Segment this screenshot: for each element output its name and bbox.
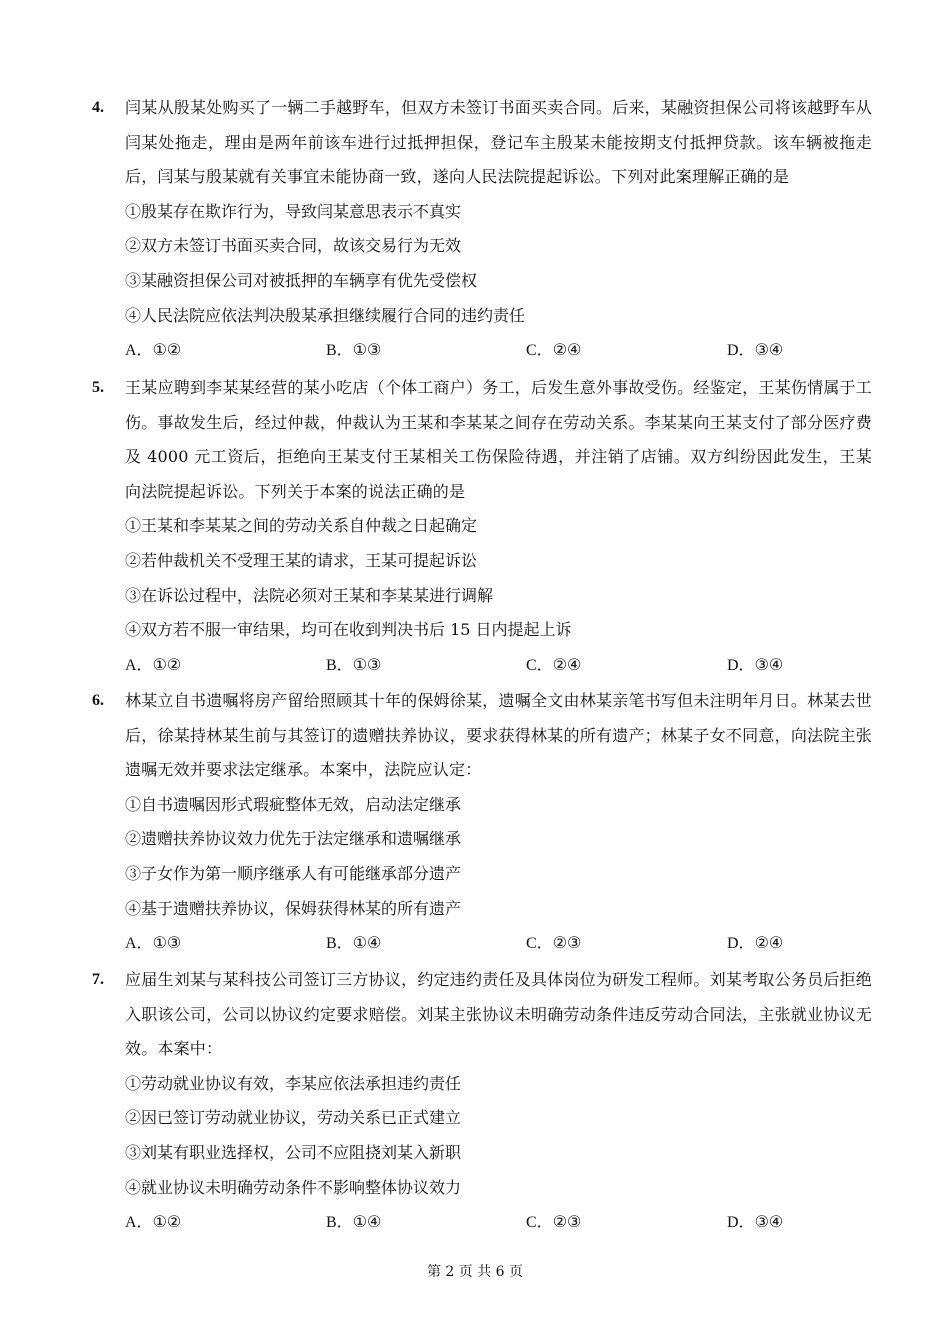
statement-4: ④人民法院应依法判决殷某承担继续履行合同的违约责任: [125, 305, 526, 325]
question-stem: 林某立自书遗嘱将房产留给照顾其十年的保姆徐某，遗嘱全文由林某亲笔书写但未注明年月日。林某去世后，徐某持林某生前与其签订的遗赠扶养协议，要求获得林某的所有遗产；林某子女不同意，向法院主张遗嘱无效并要求法定继承。本案中，法院应认定：: [125, 691, 872, 780]
option-key: C．: [526, 656, 553, 674]
question-number: 6.: [92, 692, 104, 709]
statement-4: ④双方若不服一审结果，均可在收到判决书后 15 日内提起上诉: [125, 620, 572, 640]
option-text: ①④: [352, 1212, 382, 1232]
option-key: A．: [125, 1214, 153, 1232]
statement-2: ②遗赠扶养协议效力优先于法定继承和遗嘱继承: [125, 829, 462, 849]
statement-3: ③在诉讼过程中，法院必须对王某和李某某进行调解: [125, 585, 494, 605]
question-7: [92, 963, 872, 1240]
statement-3: ③子女作为第一顺序继承人有可能继承部分遗产: [125, 863, 462, 883]
option-text: ①④: [352, 933, 382, 953]
option-d[interactable]: [727, 926, 783, 962]
option-text: ①③: [352, 654, 382, 674]
option-text: ②③: [552, 1212, 582, 1232]
option-key: A．: [125, 935, 153, 953]
option-c[interactable]: [526, 926, 581, 962]
option-key: D．: [727, 935, 755, 953]
option-d[interactable]: [727, 648, 783, 684]
question-4: [92, 91, 872, 368]
question-stem: 闫某从殷某处购买了一辆二手越野车，但双方未签订书面买卖合同。后来，某融资担保公司将该越野车从闫某处拖走，理由是两年前该车进行过抵押担保，登记车主殷某未能按期支付抵押贷款。该车辆被拖走后，闫某与殷某就有关事宜未能协商一致，遂向人民法院提起诉讼。下列对此案理解正确的是: [125, 98, 872, 187]
option-d[interactable]: [727, 333, 783, 369]
option-key: A．: [125, 656, 153, 674]
option-key: B．: [326, 656, 353, 674]
option-text: ②④: [552, 340, 582, 360]
answer-options: [125, 648, 872, 683]
question-number: 4.: [92, 99, 104, 116]
option-b[interactable]: [326, 926, 381, 962]
statement-1: ①殷某存在欺诈行为，导致闫某意思表示不真实: [125, 201, 462, 221]
option-key: B．: [326, 935, 353, 953]
statement-3: ③刘某有职业选择权，公司不应阻挠刘某入新职: [125, 1142, 462, 1162]
option-text: ②④: [552, 654, 582, 674]
option-key: D．: [727, 342, 755, 360]
question-6: [92, 684, 872, 961]
option-c[interactable]: [526, 333, 581, 369]
option-a[interactable]: [125, 648, 181, 684]
statement-1: ①王某和李某某之间的劳动关系自仲裁之日起确定: [125, 516, 478, 536]
answer-options: [125, 926, 872, 961]
question-5: [92, 371, 872, 682]
option-a[interactable]: [125, 1205, 181, 1241]
option-key: B．: [326, 1214, 353, 1232]
option-a[interactable]: [125, 926, 181, 962]
option-c[interactable]: [526, 1205, 581, 1241]
option-key: D．: [727, 656, 755, 674]
statement-4: ④基于遗赠扶养协议，保姆获得林某的所有遗产: [125, 898, 462, 918]
option-b[interactable]: [326, 648, 381, 684]
option-text: ③④: [754, 1212, 784, 1232]
answer-options: [125, 333, 872, 368]
option-text: ①②: [152, 340, 182, 360]
option-c[interactable]: [526, 648, 581, 684]
option-key: A．: [125, 342, 153, 360]
option-b[interactable]: [326, 333, 381, 369]
option-text: ②③: [552, 933, 582, 953]
option-text: ①②: [152, 1212, 182, 1232]
statement-3: ③某融资担保公司对被抵押的车辆享有优先受偿权: [125, 270, 478, 290]
option-text: ①③: [152, 933, 182, 953]
question-stem: 应届生刘某与某科技公司签订三方协议，约定违约责任及具体岗位为研发工程师。刘某考取公务员后拒绝入职该公司，公司以协议约定要求赔偿。刘某主张协议未明确劳动条件违反劳动合同法，主张就业协议无效。本案中：: [125, 970, 872, 1059]
statement-2: ②因已签订劳动就业协议，劳动关系已正式建立: [125, 1108, 462, 1128]
option-d[interactable]: [727, 1205, 783, 1241]
option-text: ②④: [754, 933, 784, 953]
statement-4: ④就业协议未明确劳动条件不影响整体协议效力: [125, 1177, 462, 1197]
statement-1: ①自书遗嘱因形式瑕疵整体无效，启动法定继承: [125, 794, 462, 814]
option-a[interactable]: [125, 333, 181, 369]
option-text: ①②: [152, 654, 182, 674]
answer-options: [125, 1205, 872, 1240]
option-key: B．: [326, 342, 353, 360]
option-key: C．: [526, 342, 553, 360]
option-key: D．: [727, 1214, 755, 1232]
option-key: C．: [526, 1214, 553, 1232]
statement-2: ②若仲裁机关不受理王某的请求，王某可提起诉讼: [125, 550, 478, 570]
statement-2: ②双方未签订书面买卖合同，故该交易行为无效: [125, 236, 462, 256]
statement-1: ①劳动就业协议有效，李某应依法承担违约责任: [125, 1073, 462, 1093]
option-text: ①③: [352, 340, 382, 360]
page-footer: 第 2 页 共 6 页: [426, 1264, 524, 1280]
option-text: ③④: [754, 340, 784, 360]
option-b[interactable]: [326, 1205, 381, 1241]
option-key: C．: [526, 935, 553, 953]
option-text: ③④: [754, 654, 784, 674]
question-number: 5.: [92, 379, 104, 396]
question-stem: 王某应聘到李某某经营的某小吃店（个体工商户）务工，后发生意外事故受伤。经鉴定，王某伤情属于工伤。事故发生后，经过仲裁，仲裁认为王某和李某某之间存在劳动关系。李某某向王某支付了部分医疗费及 4000 元工资后，拒绝向王某支付王某相关工伤保险待遇，并注销了店铺。双方纠纷因此发生，王某向法院提起诉讼。下列关于本案的说法正确的是: [125, 378, 872, 501]
question-number: 7.: [92, 971, 104, 988]
